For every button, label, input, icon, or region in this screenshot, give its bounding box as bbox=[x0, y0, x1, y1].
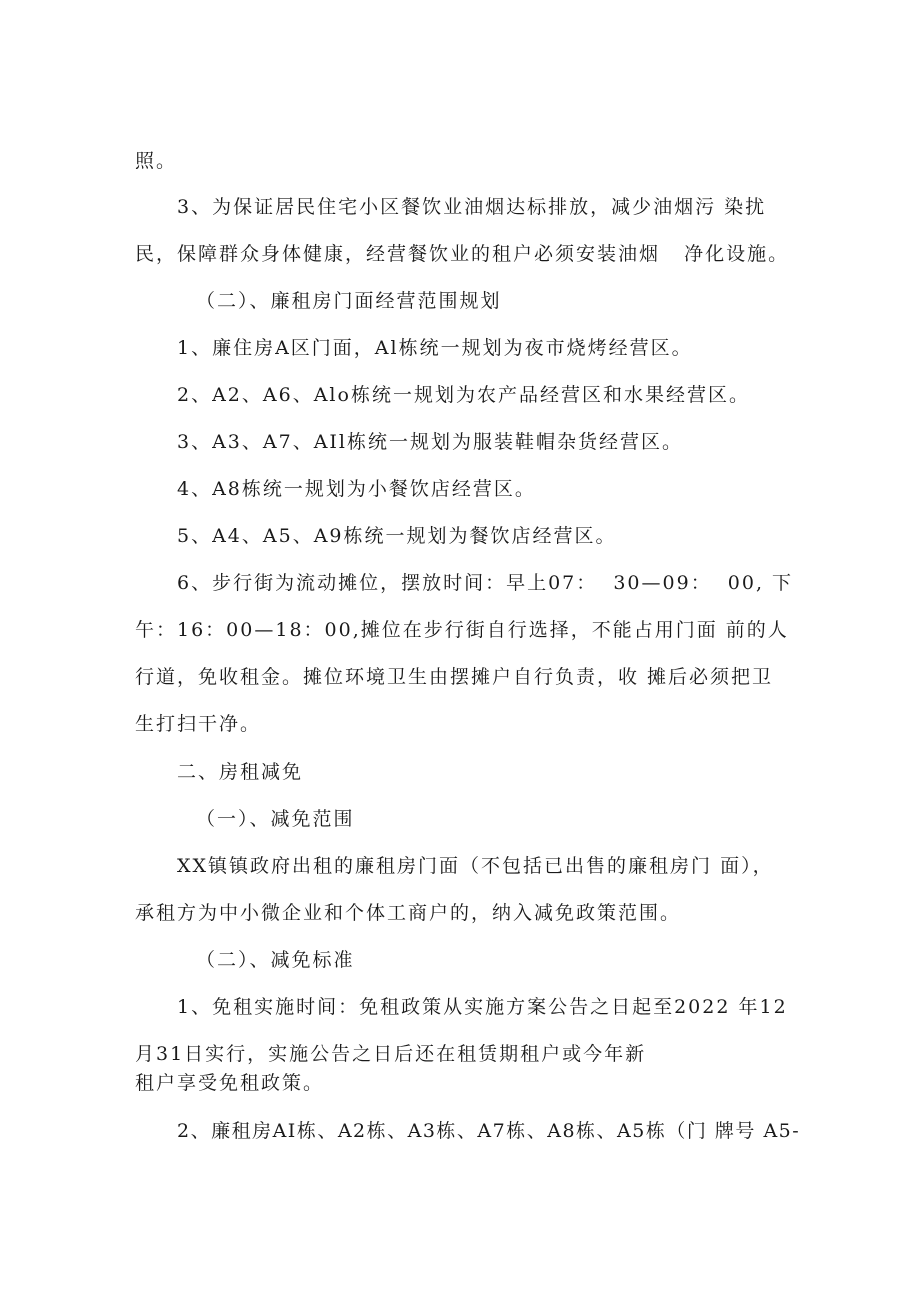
text-line: 2、廉租房AI栋、A2栋、A3栋、A7栋、A8栋、A5栋（门 牌号 A5- bbox=[177, 1120, 801, 1142]
text-line: 3、A3、A7、AIl栋统一规划为服装鞋帽杂货经营区。 bbox=[177, 431, 684, 453]
text-line: 行道，免收租金。摊位环境卫生由摆摊户自行负责，收 摊后必须把卫 bbox=[135, 666, 774, 688]
text-line: 月31日实行，实施公告之日后还在租赁期租户或今年新 bbox=[135, 1043, 647, 1065]
text-line: 生打扫干净。 bbox=[135, 713, 262, 735]
section-heading: （一）、减免范围 bbox=[196, 808, 355, 830]
text-line: 5、A4、A5、A9栋统一规划为餐饮店经营区。 bbox=[177, 525, 617, 547]
text-line: 3、为保证居民住宅小区餐饮业油烟达标排放，减少油烟污 染扰 bbox=[177, 196, 767, 218]
text-line: XX镇镇政府出租的廉租房门面（不包括已出售的廉租房门 面）， bbox=[177, 855, 774, 877]
text-line: 1、廉住房A区门面，Al栋统一规划为夜市烧烤经营区。 bbox=[177, 337, 693, 359]
section-heading: （二）、廉租房门面经营范围规划 bbox=[196, 290, 502, 312]
text-line: 1、免租实施时间：免租政策从实施方案公告之日起至2022 年12 bbox=[177, 996, 788, 1018]
text-line: 民，保障群众身体健康，经营餐饮业的租户必须安装油烟 净化设施。 bbox=[135, 243, 790, 265]
text-line: 租户享受免租政策。 bbox=[135, 1072, 325, 1094]
text-line: 照。 bbox=[135, 150, 178, 172]
section-heading: 二、房租减免 bbox=[177, 761, 304, 783]
text-line: 4、A8栋统一规划为小餐饮店经营区。 bbox=[177, 478, 536, 500]
text-line: 承租方为中小微企业和个体工商户的，纳入减免政策范围。 bbox=[135, 902, 682, 924]
text-line: 6、步行街为流动摊位，摆放时间：早上07： 30—09： 00, 下 bbox=[177, 572, 794, 594]
text-line: 2、A2、A6、Alo栋统一规划为农产品经营区和水果经营区。 bbox=[177, 384, 750, 406]
text-line: 午：16：00—18：00,摊位在步行街自行选择，不能占用门面 前的人 bbox=[135, 619, 789, 641]
section-heading: （二）、减免标准 bbox=[196, 949, 355, 971]
